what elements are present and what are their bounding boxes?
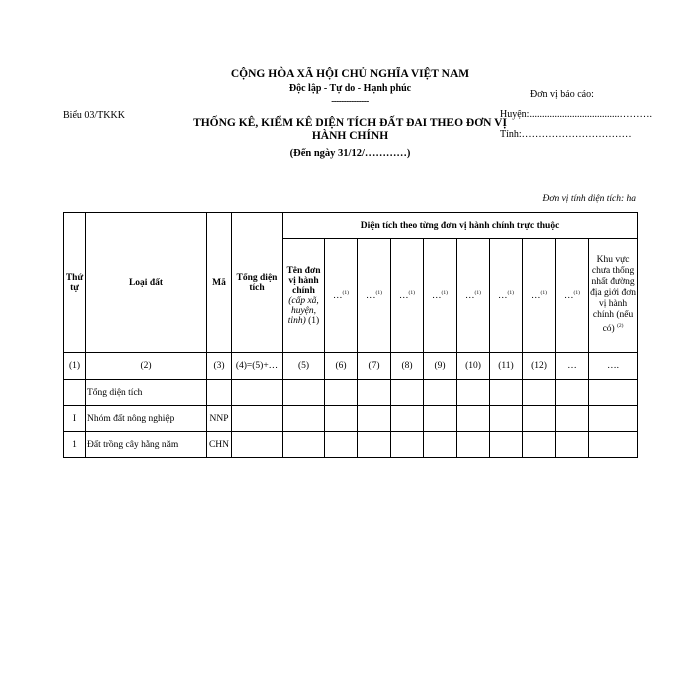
land-statistics-table: [63, 212, 638, 458]
table-cell: [325, 380, 358, 406]
admin-name-label: Tên đơn vị hành chính: [286, 265, 321, 296]
table-cell: [358, 406, 391, 432]
index-cell: …: [556, 353, 589, 380]
row-order: [64, 380, 86, 406]
header-code: Mã: [207, 213, 232, 353]
table-cell: [589, 380, 638, 406]
header-admin-unit-col: …$^{(1)}$: [424, 239, 457, 353]
table-row: [64, 432, 638, 458]
table-cell: [490, 380, 523, 406]
table-cell: [556, 406, 589, 432]
row-order: 1: [64, 432, 86, 458]
area-unit-note: Đơn vị tính diện tích: ha: [542, 194, 636, 204]
row-code: [207, 380, 232, 406]
table-cell: [358, 432, 391, 458]
table-cell: [523, 406, 556, 432]
header-admin-unit-col: …$^{(1)}$: [523, 239, 556, 353]
report-title: THỐNG KÊ, KIỂM KÊ DIỆN TÍCH ĐẤT ĐAI THEO ĐƠN VỊ HÀNH CHÍNH: [193, 117, 507, 142]
table-cell: [283, 432, 325, 458]
table-cell: [325, 406, 358, 432]
index-cell: (2): [86, 353, 207, 380]
header-order: Thứ tự: [64, 213, 86, 353]
table-header-row: [64, 213, 638, 239]
table-cell: [391, 406, 424, 432]
header-admin-unit-col: …$^{(1)}$: [391, 239, 424, 353]
form-code: Biểu 03/TKKK: [63, 110, 125, 121]
reporting-unit-label: Đơn vị báo cáo:: [530, 89, 594, 100]
motto: Độc lập - Tự do - Hạnh phúc: [288, 83, 412, 94]
row-land-type: Nhóm đất nông nghiệp: [86, 406, 207, 432]
index-cell: (11): [490, 353, 523, 380]
index-cell: (8): [391, 353, 424, 380]
table-cell: [424, 432, 457, 458]
index-cell: (5): [283, 353, 325, 380]
table-row: [64, 406, 638, 432]
index-cell: (9): [424, 353, 457, 380]
index-cell: (12): [523, 353, 556, 380]
table-row: [64, 380, 638, 406]
admin-name-note: (1): [305, 315, 320, 326]
header-admin-unit-col: …$^{(1)}$: [325, 239, 358, 353]
index-cell: (7): [358, 353, 391, 380]
nation-title: CỘNG HÒA XÃ HỘI CHỦ NGHĨA VIỆT NAM: [230, 68, 470, 80]
row-code: NNP: [207, 406, 232, 432]
column-index-row: [64, 353, 638, 380]
table-cell: [523, 432, 556, 458]
table-cell: [325, 432, 358, 458]
table-cell: [232, 432, 283, 458]
index-cell: (4)=(5)+…: [232, 353, 283, 380]
table-cell: [556, 380, 589, 406]
table-cell: [391, 380, 424, 406]
table-cell: [283, 406, 325, 432]
table-cell: [457, 406, 490, 432]
admin-name-level: (cấp xã, huyện, tỉnh): [287, 295, 319, 326]
index-cell: ….: [589, 353, 638, 380]
row-order: I: [64, 406, 86, 432]
header-land-type: Loại đất: [86, 213, 207, 353]
table-cell: [556, 432, 589, 458]
table-cell: [589, 432, 638, 458]
row-land-type: Tổng diện tích: [86, 380, 207, 406]
table-cell: [358, 380, 391, 406]
table-cell: [490, 432, 523, 458]
table-cell: [589, 406, 638, 432]
province-field: Tỉnh:……………………………: [500, 129, 632, 140]
table-cell: [457, 380, 490, 406]
row-code: CHN: [207, 432, 232, 458]
header-total-area: Tổng diện tích: [232, 213, 283, 353]
table-cell: [232, 406, 283, 432]
row-land-type: Đất trồng cây hằng năm: [86, 432, 207, 458]
index-cell: (6): [325, 353, 358, 380]
table-cell: [457, 432, 490, 458]
table-cell: [232, 380, 283, 406]
header-admin-unit-col: …$^{(1)}$: [457, 239, 490, 353]
table-cell: [283, 380, 325, 406]
index-cell: (1): [64, 353, 86, 380]
header-admin-unit-col: …$^{(1)}$: [358, 239, 391, 353]
index-cell: (3): [207, 353, 232, 380]
table-cell: [424, 406, 457, 432]
report-date: (Đến ngày 31/12/…………): [289, 148, 411, 159]
motto-underline: ---------------: [331, 96, 369, 106]
index-cell: (10): [457, 353, 490, 380]
header-unresolved-boundary: Khu vực chưa thống nhất đường địa giới đơn vị hành chính (nếu có) $^{(2)}$: [589, 239, 638, 353]
header-admin-unit-col: …$^{(1)}$: [556, 239, 589, 353]
header-admin-units-group: Diện tích theo từng đơn vị hành chính trực thuộc: [283, 213, 638, 239]
table-cell: [490, 406, 523, 432]
table-cell: [391, 432, 424, 458]
header-admin-unit-col: …$^{(1)}$: [490, 239, 523, 353]
header-admin-unit-name: [283, 239, 325, 353]
district-field: Huyện:....................................……….: [500, 109, 652, 120]
table-cell: [424, 380, 457, 406]
table-cell: [523, 380, 556, 406]
